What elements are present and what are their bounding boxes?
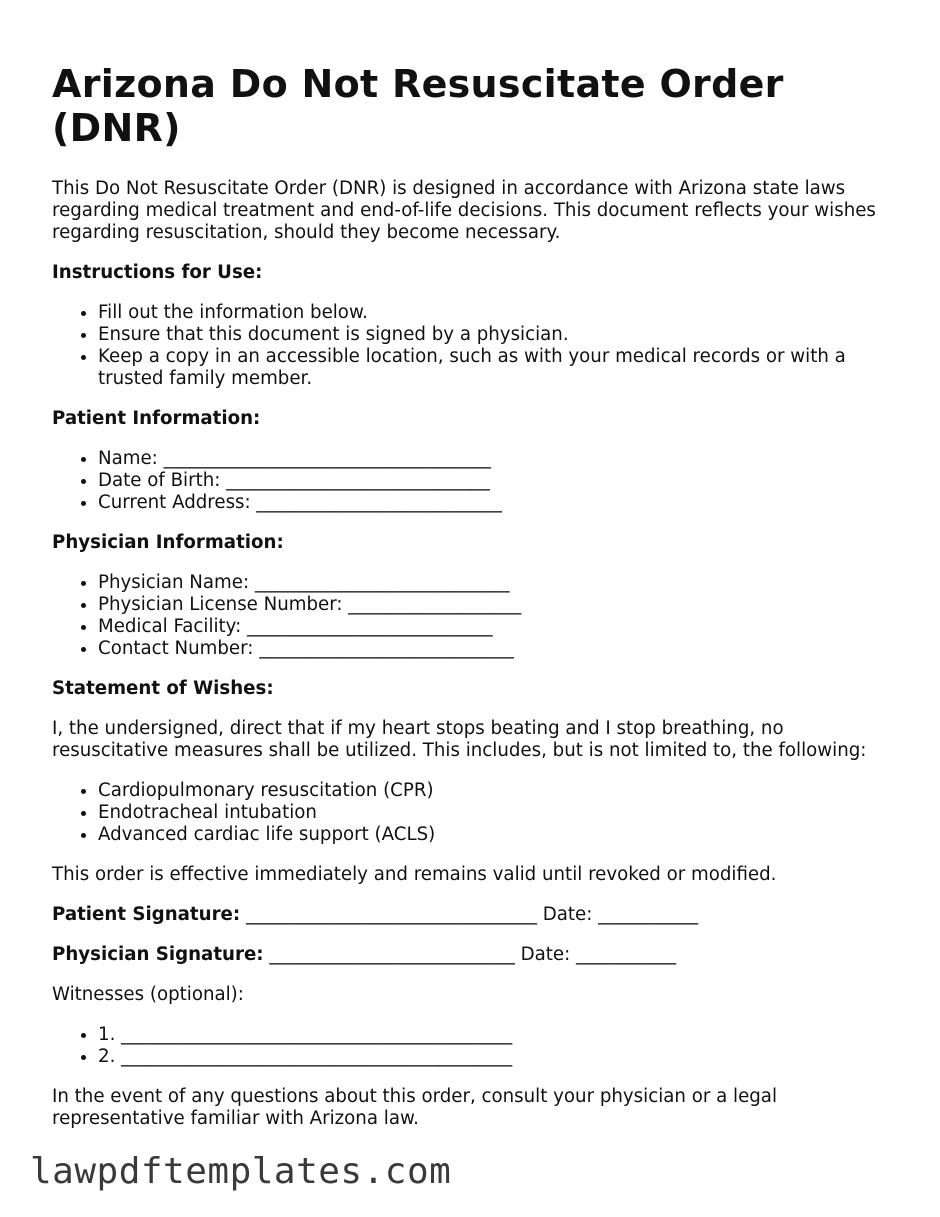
list-item: • Advanced cardiac life support (ACLS) [98,824,902,846]
physician-name-field: • Physician Name: ____________________________ [98,572,902,594]
document-title: Arizona Do Not Resuscitate Order (DNR) [52,62,784,150]
patient-info-list [52,448,902,514]
patient-name-field: • Name: ____________________________________ [98,448,902,470]
patient-signature-line [52,904,902,926]
patient-signature-label: Patient Signature: [52,904,241,925]
physician-signature-blank: ___________________________ Date: ___________ [263,944,677,965]
statement-heading: Statement of Wishes: [52,678,274,699]
footer-brand: lawpdftemplates.com [30,1151,452,1192]
effective-paragraph: This order is effective immediately and remains valid until revoked or modified. [52,864,777,885]
list-item: • Endotracheal intubation [98,802,902,824]
closing-paragraph: In the event of any questions about this order, consult your physician or a legal representative familiar with Arizona law. [52,1086,777,1129]
physician-signature-label: Physician Signature: [52,944,264,965]
document-page [52,62,902,1148]
medical-facility-field: • Medical Facility: ___________________________ [98,616,902,638]
instructions-list [52,302,902,390]
physician-license-field: • Physician License Number: ___________________ [98,594,902,616]
measures-list [52,780,902,846]
witness-line: • 1. ___________________________________________ [98,1024,902,1046]
witnesses-label: Witnesses (optional): [52,984,244,1005]
witnesses-list [52,1024,902,1068]
physician-signature-line [52,944,902,966]
list-item: • Keep a copy in an accessible location, such as with your medical records or with a trusted family member. [98,346,902,390]
physician-info-list [52,572,902,660]
instructions-heading: Instructions for Use: [52,262,263,283]
statement-paragraph: I, the undersigned, direct that if my heart stops beating and I stop breathing, no resuscitative measures shall be utilized. This includes, but is not limited to, the following: [52,718,867,761]
physician-info-heading: Physician Information: [52,532,284,553]
list-item: • Ensure that this document is signed by a physician. [98,324,902,346]
patient-info-heading: Patient Information: [52,408,261,429]
patient-dob-field: • Date of Birth: _____________________________ [98,470,902,492]
witness-line: • 2. ___________________________________________ [98,1046,902,1068]
intro-paragraph: This Do Not Resuscitate Order (DNR) is designed in accordance with Arizona state laws regarding medical treatment and end-of-life decisions. This document reflects your wishes regarding resuscitation, should they become necessary. [52,178,876,243]
list-item: • Fill out the information below. [98,302,902,324]
contact-number-field: • Contact Number: ____________________________ [98,638,902,660]
patient-signature-blank: ________________________________ Date: ___________ [240,904,699,925]
list-item: • Cardiopulmonary resuscitation (CPR) [98,780,902,802]
patient-address-field: • Current Address: ___________________________ [98,492,902,514]
